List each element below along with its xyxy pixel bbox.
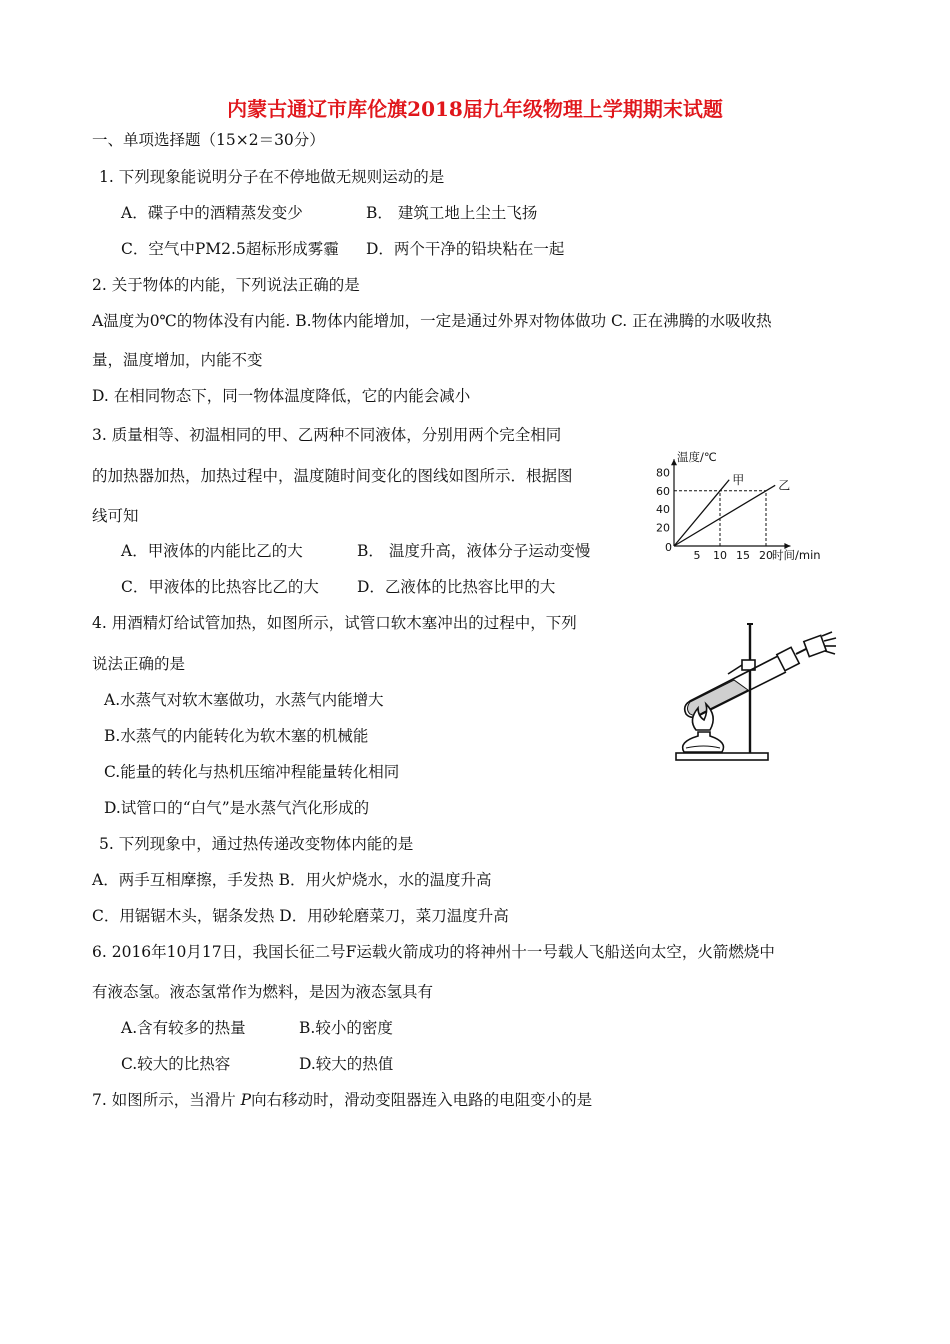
x-tick-label-5: 5 [693,549,701,562]
x-tick-label-10: 10 [713,549,727,562]
page-title: 内蒙古通辽市库伦旗2018届九年级物理上学期期末试题 [227,97,723,121]
q1-stem: 1. 下列现象能说明分子在不停地做无规则运动的是 [99,168,445,186]
q6-stem-line2: 有液态氢。液态氢常作为燃料，是因为液态氢具有 [92,983,434,1001]
y-tick-label-80: 80 [656,466,670,480]
alcohol-lamp-test-tube-figure [668,616,840,768]
q4-option-c: C.能量的转化与热机压缩冲程能量转化相同 [104,763,400,781]
y-tick-label-20: 20 [656,521,670,535]
q2-stem: 2. 关于物体的内能，下列说法正确的是 [92,276,360,294]
origin-label: 0 [665,541,672,554]
y-tick-label-40: 40 [656,503,670,517]
q3-option-a: A．甲液体的内能比乙的大 [121,542,303,560]
q6-option-b: B.较小的密度 [299,1019,393,1037]
q3-stem-line1: 3. 质量相等、初温相同的甲、乙两种不同液体，分别用两个完全相同 [92,426,562,444]
q4-option-a: A.水蒸气对软木塞做功，水蒸气内能增大 [104,691,384,709]
series-line-1 [674,485,775,546]
q6-option-c: C.较大的比热容 [121,1055,231,1073]
y-tick-label-60: 60 [656,484,670,498]
q4-option-d: D.试管口的“白气”是水蒸气汽化形成的 [104,799,370,817]
q6-stem-line1: 6. 2016年10月17日，我国长征二号F运载火箭成功的将神州十一号载人飞船送向太空，火箭燃烧中 [92,943,775,961]
series-label-0: 甲 [732,472,745,487]
q1-option-d: D．两个干净的铅块粘在一起 [366,240,565,258]
series-line-0 [674,480,729,546]
q3-option-d: D．乙液体的比热容比甲的大 [357,578,556,596]
x-tick-label-15: 15 [736,549,750,562]
q3-stem-line2: 的加热器加热，加热过程中，温度随时间变化的图线如图所示．根据图 [92,467,573,485]
x-tick-label-20: 20 [759,549,773,562]
q7-stem [92,1090,592,1110]
q7-stem-post: 向右移动时，滑动变阻器连入电路的电阻变小的是 [251,1091,593,1109]
q6-option-d: D.较大的热值 [299,1055,394,1073]
q1-option-a: A．碟子中的酒精蒸发变少 [121,204,303,222]
q1-option-c: C．空气中PM2.5超标形成雾霾 [121,240,339,258]
q4-stem-line1: 4. 用酒精灯给试管加热，如图所示，试管口软木塞冲出的过程中，下列 [92,614,577,632]
q7-stem-pre: 7. 如图所示，当滑片 [92,1091,241,1109]
series-label-1: 乙 [778,478,791,493]
q3-stem-line3: 线可知 [92,507,139,525]
q2-option-d: D. 在相同物态下，同一物体温度降低，它的内能会减小 [92,387,471,405]
q1-option-b: B． 建筑工地上尘土飞扬 [366,204,538,222]
q5-stem: 5. 下列现象中，通过热传递改变物体内能的是 [99,835,414,853]
q6-option-a: A.含有较多的热量 [121,1019,246,1037]
q3-option-b: B． 温度升高，液体分子运动变慢 [357,542,591,560]
q4-option-b: B.水蒸气的内能转化为软木塞的机械能 [104,727,369,745]
x-axis-label: 时间/min [772,548,821,562]
q2-options-line2: 量，温度增加，内能不变 [92,351,263,369]
section-heading: 一、单项选择题（15×2＝30分） [92,131,325,149]
q2-options-line1: A温度为0℃的物体没有内能. B.物体内能增加，一定是通过外界对物体做功 C. 正在沸腾的水吸收热 [92,312,772,330]
q4-stem-line2: 说法正确的是 [92,655,186,673]
temperature-time-chart [648,422,838,572]
y-axis-label: 温度/℃ [677,450,717,465]
q5-options-cd: C．用锯锯木头，锯条发热 D．用砂轮磨菜刀，菜刀温度升高 [92,907,509,925]
q5-options-ab: A．两手互相摩擦，手发热 B．用火炉烧水，水的温度升高 [92,871,492,889]
q3-option-c: C．甲液体的比热容比乙的大 [121,578,319,596]
q7-slider-symbol: P [240,1091,252,1109]
